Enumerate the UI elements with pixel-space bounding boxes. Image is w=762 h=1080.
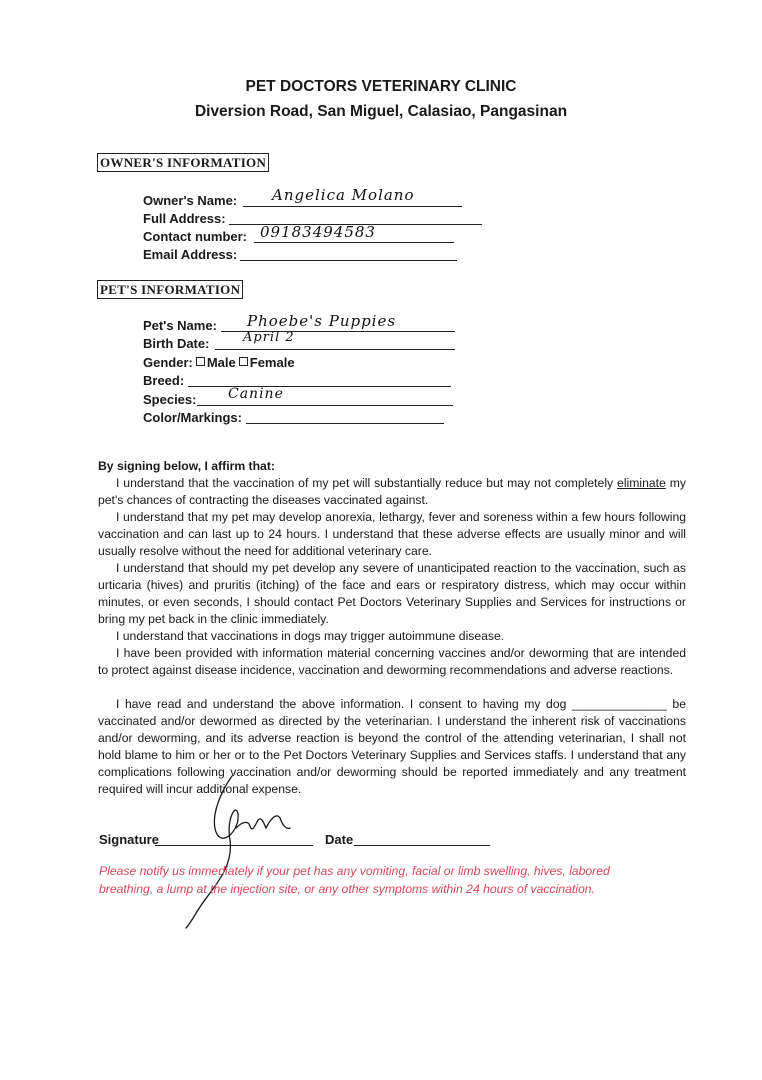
birth-date-label: Birth Date: [143, 336, 210, 351]
email-address-label: Email Address: [143, 247, 238, 262]
gender-male-checkbox[interactable] [196, 357, 205, 366]
affirmation-paragraph-1: I understand that the vaccination of my pet will substantially reduce but may not completely eliminate my pet's chances of contracting the diseases vaccinated against. [98, 476, 686, 507]
date-label: Date [325, 832, 354, 847]
birth-date-line[interactable] [215, 349, 455, 350]
full-address-label: Full Address: [143, 211, 226, 226]
owner-name-line[interactable] [243, 206, 462, 207]
color-markings-line[interactable] [246, 423, 444, 424]
pet-section-title: PET'S INFORMATION [97, 280, 243, 299]
owner-section-title: OWNER'S INFORMATION [97, 153, 269, 172]
gender-female-checkbox[interactable] [239, 357, 248, 366]
gender-row [143, 355, 295, 371]
affirmation-heading: By signing below, I affirm that: [98, 459, 275, 473]
contact-number-value: 09183494583 [260, 223, 376, 241]
affirmation-paragraph-4: I understand that vaccinations in dogs may trigger autoimmune disease. [116, 629, 505, 643]
dog-name-blank[interactable]: ______________ [571, 697, 667, 711]
pet-name-label: Pet's Name: [143, 318, 217, 333]
affirmation-paragraph-2: I understand that my pet may develop anorexia, lethargy, fever and soreness within a few hours following vaccination and can last up to 24 hours. I understand that these adverse effects are usually minor and will usually resolve without the need for additional veterinary care. [98, 510, 686, 558]
email-address-line[interactable] [240, 260, 457, 261]
species-label: Species: [143, 392, 197, 407]
species-value: Canine [228, 386, 284, 402]
handwritten-signature [170, 770, 320, 930]
species-line[interactable] [197, 405, 453, 406]
contact-number-line[interactable] [254, 242, 454, 243]
clinic-address: Diversion Road, San Miguel, Calasiao, Pangasinan [194, 103, 568, 120]
breed-label: Breed: [143, 373, 185, 388]
date-line[interactable] [354, 845, 490, 846]
color-markings-label: Color/Markings: [143, 410, 242, 425]
gender-label: Gender: [143, 355, 193, 370]
pet-name-value: Phoebe's Puppies [247, 312, 397, 330]
birth-date-value: April 2 [243, 330, 295, 345]
affirmation-paragraph-5: I have been provided with information material concerning vaccines and/or deworming that are intended to protect against disease incidence, vaccination and deworming recommendations and adverse reactions. [98, 646, 686, 677]
affirmation-paragraph-3: I understand that should my pet develop any severe of unanticipated reaction to the vaccination, such as urticaria (hives) and pruritis (itching) of the face and ears or respiratory distress, which may occur within minutes, or even seconds, I should contact Pet Doctors Veterinary Supplies and Services for instructions or bring my pet back in the clinic immediately. [98, 561, 686, 626]
post-vaccination-notice: Please notify us immediately if your pet has any vomiting, facial or limb swelling, hives, labored breathing, a lump at the injection site, or any other symptoms within 24 hours of vaccination. [99, 864, 610, 896]
contact-number-label: Contact number: [143, 229, 247, 244]
clinic-name: PET DOCTORS VETERINARY CLINIC [245, 78, 517, 95]
signature-label: Signature [99, 832, 159, 847]
affirmation-paragraph-6: I have read and understand the above information. I consent to having my dog ______________ be vaccinated and/or dewormed as directed by the veterinarian. I understand the inherent risk of vaccinations and/or deworming, and its adverse reaction is beyond the control of the attending veterinarian, I shall not hold blame to him or her or to the Pet Doctors Veterinary Supplies and Services staffs. I understand that any complications following vaccination and/or deworming should be reported immediately and any treatment required will incur additional expense. [98, 697, 686, 796]
gender-female-label: Female [249, 355, 295, 370]
owner-name-label: Owner's Name: [143, 193, 238, 208]
gender-male-label: Male [206, 355, 236, 370]
owner-name-value: Angelica Molano [272, 186, 415, 204]
